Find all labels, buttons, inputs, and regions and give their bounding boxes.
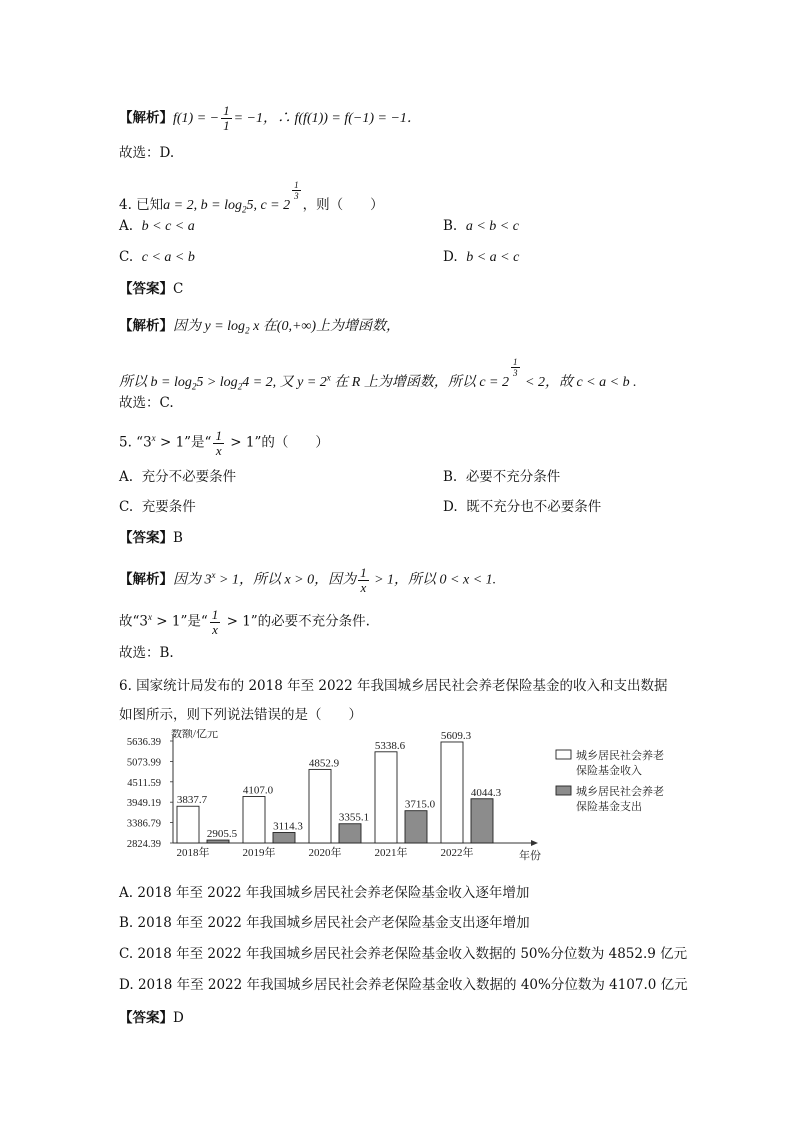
expr: < 2，故 c < a < b . bbox=[521, 375, 637, 390]
q3-choose: 故选：D. bbox=[119, 145, 175, 161]
log-base: 2 bbox=[191, 381, 197, 392]
q4-analysis-line2 bbox=[119, 357, 637, 397]
exponent: x bbox=[151, 433, 156, 443]
bar-income bbox=[243, 796, 265, 843]
answer-tag: 【答案】 bbox=[119, 1010, 173, 1026]
log-base: 2 bbox=[237, 381, 243, 392]
answer-tag: 【答案】 bbox=[119, 281, 173, 297]
frac-den: 3 bbox=[294, 191, 299, 201]
frac-num: 1 bbox=[294, 180, 299, 190]
y-tick-label: 3949.19 bbox=[126, 798, 161, 810]
bar-income bbox=[309, 769, 331, 843]
q4-stem bbox=[119, 180, 384, 220]
q5-analysis bbox=[119, 565, 496, 595]
q4-answer bbox=[119, 279, 183, 299]
fraction bbox=[221, 104, 232, 133]
option-text: 2018 年至 2022 年我国城乡居民社会养老保险基金收入逐年增加 bbox=[137, 885, 530, 901]
legend-swatch bbox=[556, 750, 571, 759]
bar-expense bbox=[339, 824, 361, 843]
answer-value: D bbox=[173, 1010, 184, 1026]
option-text: b < a < c bbox=[466, 250, 520, 265]
q6-stem-line1: 6. 国家统计局发布的 2018 年至 2022 年我国城乡居民社会养老保险基金的收入和支出数据 bbox=[119, 678, 668, 694]
bar-expense bbox=[471, 799, 493, 843]
q5-option-c bbox=[119, 497, 196, 517]
chart-plot bbox=[127, 729, 664, 862]
legend-swatch bbox=[556, 786, 571, 795]
x-axis-arrow bbox=[531, 840, 538, 846]
expr: > 1，所以 x > 0，因为 bbox=[215, 572, 357, 588]
expr: = −1，∴ f(f(1)) = f(−1) = −1． bbox=[233, 111, 421, 126]
frac-num: 1 bbox=[360, 564, 367, 580]
fraction bbox=[210, 608, 221, 637]
log-base: 2 bbox=[241, 204, 247, 215]
stem-suffix: ，则（ ） bbox=[302, 197, 384, 213]
bar-expense bbox=[405, 811, 427, 843]
option-text: 充分不必要条件 bbox=[141, 469, 237, 485]
option-label: B. bbox=[443, 218, 458, 234]
expr: 5, c = 2 bbox=[246, 198, 291, 213]
option-label: A. bbox=[119, 469, 134, 485]
q6-answer bbox=[119, 1008, 184, 1028]
bar-chart bbox=[119, 729, 699, 865]
frac-num: 1 bbox=[513, 357, 518, 367]
expr: 5 > log bbox=[196, 375, 238, 390]
expr: x 在(0,+∞)上为增函数， bbox=[249, 319, 401, 334]
data-label-income: 3837.7 bbox=[176, 794, 208, 807]
expr: > 1”的必要不充分条件. bbox=[222, 613, 370, 630]
data-label-expense: 4044.3 bbox=[470, 786, 502, 799]
bar-income bbox=[177, 806, 199, 843]
q6-option-b bbox=[119, 913, 530, 933]
q6-stem-line2: 如图所示，则下列说法错误的是（ ） bbox=[119, 707, 362, 723]
data-label-income: 5609.3 bbox=[440, 729, 472, 742]
option-text: 必要不充分条件 bbox=[465, 469, 561, 485]
y-tick-label: 5073.99 bbox=[126, 757, 161, 769]
fraction bbox=[358, 566, 369, 595]
x-axis-label: 年份 bbox=[519, 850, 541, 862]
expr: a = 2, b = log bbox=[163, 198, 242, 213]
q4-option-c bbox=[119, 247, 195, 268]
option-label: B. bbox=[119, 915, 134, 931]
option-text: 2018 年至 2022 年我国城乡居民社会养老保险基金收入数据的 40%分位数为 4107.0 亿元 bbox=[137, 977, 688, 993]
expr: > 1，所以 0 < x < 1. bbox=[370, 572, 497, 588]
expr: 故“3 bbox=[119, 613, 148, 630]
data-label-income: 4852.9 bbox=[308, 757, 340, 770]
data-label-expense: 2905.5 bbox=[206, 828, 238, 841]
bar-expense bbox=[207, 840, 229, 843]
fraction bbox=[213, 429, 224, 458]
x-tick-label: 2021年 bbox=[374, 847, 408, 859]
q5-stem bbox=[119, 428, 329, 458]
option-label: C. bbox=[119, 499, 134, 515]
option-text: b < c < a bbox=[141, 219, 195, 234]
y-tick-label: 4511.59 bbox=[127, 777, 161, 789]
q4-option-a bbox=[119, 216, 195, 237]
frac-den: x bbox=[215, 442, 222, 458]
data-label-income: 5338.6 bbox=[374, 739, 406, 752]
data-label-expense: 3355.1 bbox=[338, 811, 370, 824]
legend-label-line1: 城乡居民社会养老 bbox=[576, 750, 664, 762]
log-base: 2 bbox=[245, 325, 250, 336]
q5-option-b bbox=[443, 467, 560, 487]
y-tick-label: 5636.39 bbox=[126, 737, 161, 748]
option-text: 2018 年至 2022 年我国城乡居民社会产老保险基金支出逐年增加 bbox=[137, 915, 530, 931]
expr: f(1) = − bbox=[173, 111, 220, 126]
option-label: A. bbox=[119, 218, 134, 234]
option-text: 2018 年至 2022 年我国城乡居民社会养老保险基金收入数据的 50%分位数为 4852.9 亿元 bbox=[137, 946, 688, 962]
frac-num: 1 bbox=[223, 103, 230, 118]
option-text: a < b < c bbox=[465, 219, 519, 234]
bar-expense bbox=[273, 832, 295, 843]
option-text: 既不充分也不必要条件 bbox=[466, 499, 602, 515]
stem-prefix: 4. 已知 bbox=[119, 197, 164, 213]
x-tick-label: 2019年 bbox=[242, 847, 276, 859]
exponent: x bbox=[148, 612, 152, 622]
q5-conclusion bbox=[119, 607, 370, 637]
data-label-income: 4107.0 bbox=[242, 784, 274, 797]
y-tick-label: 3386.79 bbox=[126, 818, 161, 830]
data-label-expense: 3114.3 bbox=[273, 820, 303, 833]
option-label: D. bbox=[119, 977, 134, 993]
legend-label-line1: 城乡居民社会养老 bbox=[576, 786, 664, 798]
option-label: A. bbox=[119, 885, 134, 901]
frac-den: x bbox=[360, 579, 367, 595]
expr: > 1”是“ bbox=[152, 613, 208, 630]
exponent: x bbox=[326, 372, 331, 383]
expr: 因为 3 bbox=[173, 572, 212, 588]
exponent-fraction bbox=[292, 180, 301, 201]
analysis-tag: 【解析】 bbox=[119, 110, 173, 126]
q4-option-d bbox=[443, 247, 519, 268]
frac-num: 1 bbox=[215, 427, 222, 443]
q6-option-a bbox=[119, 883, 529, 903]
q6-option-d bbox=[119, 975, 688, 995]
q4-analysis-line1 bbox=[119, 316, 400, 341]
analysis-tag: 【解析】 bbox=[119, 571, 173, 588]
option-label: C. bbox=[119, 946, 134, 962]
expr: > 1”的（ ） bbox=[225, 434, 329, 451]
exponent: x bbox=[211, 570, 216, 580]
option-text: c < a < b bbox=[141, 250, 195, 265]
option-label: D. bbox=[443, 499, 458, 515]
option-label: D. bbox=[443, 249, 458, 265]
q5-option-a bbox=[119, 467, 236, 487]
y-tick-label: 2824.39 bbox=[126, 839, 161, 850]
q4-option-b bbox=[443, 216, 519, 237]
q6-option-c bbox=[119, 944, 687, 964]
frac-den: 1 bbox=[223, 118, 230, 133]
analysis-tag: 【解析】 bbox=[119, 318, 173, 334]
answer-value: B bbox=[173, 530, 183, 546]
answer-tag: 【答案】 bbox=[119, 530, 173, 546]
data-label-expense: 3715.0 bbox=[404, 798, 436, 811]
expr: 5. “3 bbox=[119, 434, 152, 451]
option-text: 充要条件 bbox=[141, 499, 196, 515]
q3-analysis-line bbox=[119, 104, 421, 133]
legend-label-line2: 保险基金支出 bbox=[576, 801, 642, 813]
q5-option-d bbox=[443, 497, 601, 517]
exponent-fraction bbox=[511, 357, 520, 378]
option-label: C. bbox=[119, 249, 134, 265]
frac-den: 3 bbox=[513, 368, 518, 378]
expr: 4 = 2, 又 y = 2 bbox=[242, 375, 327, 390]
x-tick-label: 2020年 bbox=[308, 847, 342, 859]
x-tick-label: 2022年 bbox=[440, 847, 474, 859]
frac-num: 1 bbox=[211, 606, 219, 622]
answer-value: C bbox=[173, 281, 184, 297]
expr: 在 R 上为增函数，所以 c = 2 bbox=[330, 375, 510, 390]
y-axis-label: 数额/亿元 bbox=[171, 729, 219, 740]
frac-den: x bbox=[212, 621, 218, 637]
q5-choose: 故选：B. bbox=[119, 645, 174, 661]
option-label: B. bbox=[443, 469, 458, 485]
bar-income bbox=[441, 742, 463, 843]
legend-label-line2: 保险基金收入 bbox=[576, 765, 642, 777]
x-tick-label: 2018年 bbox=[176, 847, 210, 859]
expr: > 1”是“ bbox=[155, 434, 212, 451]
q4-choose: 故选：C. bbox=[119, 395, 174, 411]
expr: 所以 b = log bbox=[119, 375, 192, 390]
bar-income bbox=[375, 752, 397, 843]
q5-answer bbox=[119, 528, 183, 548]
expr: 因为 y = log bbox=[173, 319, 246, 334]
